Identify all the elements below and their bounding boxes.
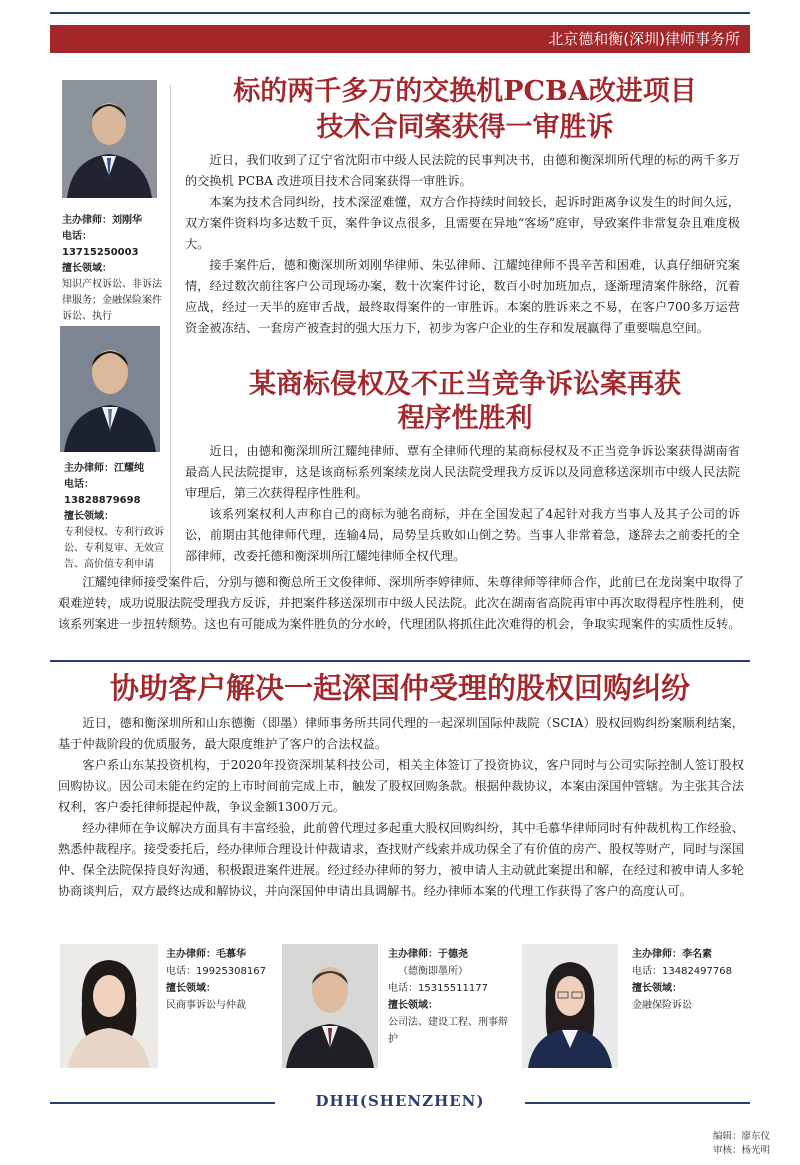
paragraph: 近日，德和衡深圳所和山东德衡（即墨）律师事务所共同代理的一起深圳国际仲裁院（SCIA）股权回购纠纷案顺利结案，基于仲裁阶段的优质服务，最大限度维护了客户的合法权益。 (58, 716, 744, 751)
article1-title (180, 74, 750, 146)
portrait-icon (60, 326, 160, 452)
lawyer-fields: 公司法、建设工程、刑事辩护 (388, 1017, 508, 1045)
lawyer-name: 主办律师：李名素 (632, 949, 712, 960)
lawyer-phone: 电话：13828879698 (64, 479, 141, 506)
lawyer-card-liu (62, 213, 167, 325)
lawyer-card-li (632, 946, 752, 1014)
article2-full-width-body (58, 572, 744, 635)
lawyer-name: 主办律师：毛慕华 (166, 949, 246, 960)
section-divider (50, 660, 750, 662)
lawyer-card-yu (388, 946, 508, 1048)
lawyer-card-mao (166, 946, 286, 1014)
lawyer-photo-mao (60, 944, 158, 1068)
field-label: 擅长领域： (166, 983, 216, 994)
field-label: 擅长领域： (64, 511, 114, 522)
lawyer-card-jiang (64, 461, 166, 573)
lawyer-photo-li (522, 944, 618, 1068)
lawyer-phone: 电话：13482497768 (632, 966, 732, 977)
portrait-icon (60, 944, 158, 1068)
paragraph: 本案为技术合同纠纷，技术深涩难懂，双方合作持续时间较长，起诉时距离争议发生的时间久远，双方案件资料均多达数千页，案件争议点很多，且需要在异地“客场”庭审，导致案件非常复杂且难度极大。 (185, 195, 740, 251)
top-rule (50, 12, 750, 14)
lawyer-name: 主办律师：刘刚华 (62, 215, 142, 226)
paragraph: 该系列案权利人声称自己的商标为驰名商标，并在全国发起了4起针对我方当事人及其子公司的诉讼，前期由其他律师代理，连输4局，局势呈兵败如山倒之势。当事人非常着急，遂辞去之前委托的全部律师，改委托德和衡深圳所江耀纯律师全权代理。 (185, 507, 740, 563)
paragraph: 近日，我们收到了辽宁省沈阳市中级人民法院的民事判决书，由德和衡深圳所代理的标的两千多万的交换机 PCBA 改进项目技术合同案获得一审胜诉。 (185, 153, 740, 188)
footer-rule-right (525, 1102, 750, 1104)
paragraph: 近日，由德和衡深圳所江耀纯律师、覃有全律师代理的某商标侵权及不正当竞争诉讼案获得湖南省最高人民法院提审，这是该商标系列案续龙岗人民法院受理我方反诉以及同意移送深圳市中级人民法院审理后，第三次获得程序性胜利。 (185, 444, 740, 500)
sidebar-divider (170, 85, 171, 575)
lawyer-photo-jiang (60, 326, 160, 452)
lawyer-phone: 电话：15315511177 (388, 983, 488, 994)
editor-credit: 编辑：廖东仪 (712, 1131, 770, 1142)
footer-credits (600, 1130, 770, 1158)
lawyer-phone: 电话：19925308167 (166, 966, 266, 977)
article2-body (185, 441, 740, 567)
field-label: 擅长领域： (388, 1000, 438, 1011)
field-label: 擅长领域： (632, 983, 682, 994)
lawyer-fields: 知识产权诉讼、非诉法律服务；金融保险案件诉讼、执行 (62, 279, 162, 322)
footer-brand: DHH(SHENZHEN) (315, 1092, 485, 1110)
firm-name: 北京德和衡(深圳)律师事务所 (548, 30, 740, 48)
reviewer-credit: 审核：杨光明 (712, 1145, 770, 1156)
lawyer-fields: 专利侵权、专利行政诉讼、专利复审、无效宣告、高价值专利申请 (64, 527, 164, 570)
field-label: 擅长领域： (62, 263, 112, 274)
paragraph: 接手案件后，德和衡深圳所刘刚华律师、朱弘律师、江耀纯律师不畏辛苦和困难，认真仔细研究案情，经过数次前往客户公司现场办案，数十次案件讨论，数百小时加班加点，逐渐理清案件脉络，沉着应战，经过一天半的庭审舌战，最终取得案件的一审胜诉。本案的胜诉来之不易，在客户700多万运营资金被冻结、一套房产被查封的强大压力下，初步为客户企业的生存和发展赢得了重要喘息空间。 (185, 258, 740, 335)
article3-body (58, 713, 744, 902)
article1-body (185, 150, 740, 339)
paragraph: 客户系山东某投资机构，于2020年投资深圳某科技公司，相关主体签订了投资协议，客户同时与公司实际控制人签订股权回购协议。因公司未能在约定的上市时间前完成上市，触发了股权回购条款。根据仲裁协议，本案由深国仲管辖。为主张其合法权利，客户委托律师提起仲裁，争议金额1300万元。 (58, 758, 744, 814)
article3-title: 协助客户解决一起深国仲受理的股权回购纠纷 (109, 671, 690, 705)
lawyer-photo-liu (62, 80, 157, 198)
paragraph: 江耀纯律师接受案件后，分别与德和衡总所王文俊律师、深圳所李婷律师、朱尊律师等律师合作，此前已在龙岗案中取得了艰难逆转，成功说服法院受理我方反诉，并把案件移送深圳市中级人民法院。此次在湖南省高院再审中再次取得程序性胜利，使该系列案进一步扭转颓势。这也有可能成为案件胜负的分水岭，代理团队将抓住此次难得的机会，争取实现案件的实质性反转。 (58, 575, 744, 631)
lawyer-phone: 电话：13715250003 (62, 231, 139, 258)
article2-title (180, 368, 750, 436)
portrait-icon (62, 80, 157, 198)
title-line: 技术合同案获得一审胜诉 (316, 112, 614, 143)
header-bar (50, 25, 750, 53)
portrait-icon (282, 944, 378, 1068)
title-line: 某商标侵权及不正当竞争诉讼案再获 (249, 369, 681, 400)
lawyer-fields: 民商事诉讼与仲裁 (166, 1000, 246, 1011)
title-line: 标的两千多万的交换机PCBA改进项目 (233, 76, 697, 107)
title-line: 程序性胜利 (397, 403, 533, 434)
lawyer-office: （德衡即墨所） (398, 966, 468, 977)
lawyer-name: 主办律师：于德尧 (388, 949, 468, 960)
paragraph: 经办律师在争议解决方面具有丰富经验，此前曾代理过多起重大股权回购纠纷，其中毛慕华律师同时有仲裁机构工作经验、熟悉仲裁程序。接受委托后，经办律师合理设计仲裁请求，查找财产线索并成功保全了有价值的房产、股权等财产，同时与深国仲、保全法院保持良好沟通，积极跟进案件进展。经过经办律师的努力，被申请人主动就此案提出和解，在经过和被申请人多轮协商谈判后，双方最终达成和解协议，并向深国仲申请出具调解书。经办律师本案的代理工作获得了客户的高度认可。 (58, 821, 744, 898)
lawyer-name: 主办律师：江耀纯 (64, 463, 144, 474)
lawyer-photo-yu (282, 944, 378, 1068)
portrait-icon (522, 944, 618, 1068)
footer-rule-left (50, 1102, 275, 1104)
lawyer-fields: 金融保险诉讼 (632, 1000, 692, 1011)
